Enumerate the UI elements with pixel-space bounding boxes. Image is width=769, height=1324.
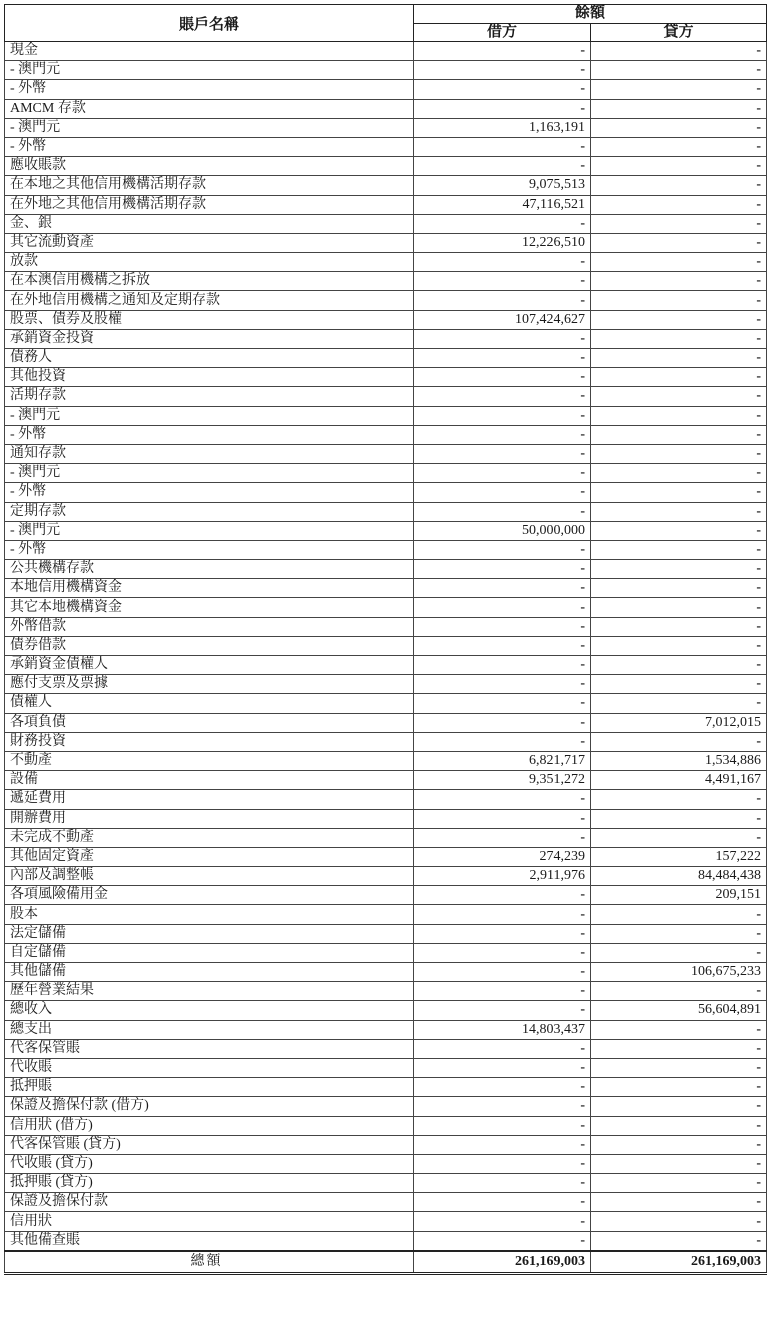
credit-cell: -: [591, 425, 767, 444]
account-name-cell: 其它本地機構資金: [5, 598, 414, 617]
debit-cell: -: [414, 1001, 591, 1020]
credit-cell: -: [591, 253, 767, 272]
table-row: [5, 1174, 767, 1193]
debit-cell: -: [414, 579, 591, 598]
debit-cell: -: [414, 425, 591, 444]
credit-cell: 1,534,886: [591, 751, 767, 770]
credit-cell: -: [591, 406, 767, 425]
account-name-cell: 未完成不動產: [5, 828, 414, 847]
account-name-cell: 應付支票及票據: [5, 675, 414, 694]
account-name-cell: 法定儲備: [5, 924, 414, 943]
credit-cell: -: [591, 118, 767, 137]
credit-cell: -: [591, 61, 767, 80]
account-name-cell: 在外地之其他信用機構活期存款: [5, 195, 414, 214]
table-row: [5, 1078, 767, 1097]
credit-cell: -: [591, 943, 767, 962]
debit-cell: -: [414, 694, 591, 713]
debit-cell: -: [414, 943, 591, 962]
debit-cell: -: [414, 924, 591, 943]
account-name-cell: - 外幣: [5, 483, 414, 502]
table-row: [5, 579, 767, 598]
account-name-cell: 現金: [5, 42, 414, 61]
table-row: [5, 349, 767, 368]
table-row: [5, 1135, 767, 1154]
account-name-cell: 保證及擔保付款: [5, 1193, 414, 1212]
account-name-cell: 債券借款: [5, 636, 414, 655]
credit-cell: 7,012,015: [591, 713, 767, 732]
account-name-cell: 在本地之其他信用機構活期存款: [5, 176, 414, 195]
debit-cell: 1,163,191: [414, 118, 591, 137]
table-row: [5, 368, 767, 387]
debit-cell: -: [414, 886, 591, 905]
table-row: [5, 886, 767, 905]
debit-cell: -: [414, 732, 591, 751]
debit-cell: -: [414, 61, 591, 80]
credit-cell: -: [591, 1212, 767, 1231]
account-name-cell: - 澳門元: [5, 464, 414, 483]
debit-cell: -: [414, 617, 591, 636]
debit-cell: -: [414, 598, 591, 617]
account-name-cell: 抵押賬: [5, 1078, 414, 1097]
table-row: [5, 809, 767, 828]
credit-cell: -: [591, 272, 767, 291]
table-row: [5, 195, 767, 214]
total-label: 總額: [5, 1251, 414, 1274]
table-row: [5, 502, 767, 521]
debit-cell: 47,116,521: [414, 195, 591, 214]
account-name-cell: 公共機構存款: [5, 560, 414, 579]
debit-cell: -: [414, 982, 591, 1001]
account-name-cell: 債務人: [5, 349, 414, 368]
debit-cell: -: [414, 1116, 591, 1135]
account-name-cell: 金、銀: [5, 214, 414, 233]
table-row: [5, 540, 767, 559]
debit-cell: -: [414, 828, 591, 847]
table-row: [5, 828, 767, 847]
header-debit: 借方: [414, 23, 591, 42]
debit-cell: -: [414, 963, 591, 982]
credit-cell: -: [591, 42, 767, 61]
header-credit: 貸方: [591, 23, 767, 42]
table-row: [5, 118, 767, 137]
credit-cell: -: [591, 1154, 767, 1173]
credit-cell: -: [591, 291, 767, 310]
table-row: [5, 1193, 767, 1212]
table-body: [5, 42, 767, 1251]
table-row: [5, 483, 767, 502]
debit-cell: 14,803,437: [414, 1020, 591, 1039]
account-name-cell: 定期存款: [5, 502, 414, 521]
account-name-cell: 遞延費用: [5, 790, 414, 809]
credit-cell: -: [591, 1174, 767, 1193]
credit-cell: -: [591, 464, 767, 483]
credit-cell: -: [591, 924, 767, 943]
table-row: [5, 905, 767, 924]
account-name-cell: - 澳門元: [5, 61, 414, 80]
credit-cell: -: [591, 368, 767, 387]
table-row: [5, 42, 767, 61]
debit-cell: 107,424,627: [414, 310, 591, 329]
debit-cell: -: [414, 1039, 591, 1058]
credit-cell: -: [591, 636, 767, 655]
debit-cell: -: [414, 1174, 591, 1193]
account-name-cell: 承銷資金債權人: [5, 656, 414, 675]
account-name-cell: 放款: [5, 253, 414, 272]
debit-cell: -: [414, 291, 591, 310]
debit-cell: -: [414, 1078, 591, 1097]
table-row: [5, 1116, 767, 1135]
table-footer: [5, 1251, 767, 1274]
table-row: [5, 713, 767, 732]
account-name-cell: 保證及擔保付款 (借方): [5, 1097, 414, 1116]
table-row: [5, 1231, 767, 1251]
table-row: [5, 790, 767, 809]
debit-cell: -: [414, 1135, 591, 1154]
account-name-cell: 代客保管賬: [5, 1039, 414, 1058]
account-name-cell: 抵押賬 (貸方): [5, 1174, 414, 1193]
account-name-cell: 各項風險備用金: [5, 886, 414, 905]
table-row: [5, 1001, 767, 1020]
account-name-cell: 其他備查賬: [5, 1231, 414, 1251]
table-row: [5, 924, 767, 943]
debit-cell: -: [414, 387, 591, 406]
debit-cell: -: [414, 1212, 591, 1231]
debit-cell: -: [414, 368, 591, 387]
table-row: [5, 1039, 767, 1058]
header-balance: 餘額: [414, 5, 767, 24]
credit-cell: -: [591, 1058, 767, 1077]
table-row: [5, 272, 767, 291]
table-row: [5, 233, 767, 252]
debit-cell: 12,226,510: [414, 233, 591, 252]
credit-cell: -: [591, 329, 767, 348]
account-name-cell: - 外幣: [5, 540, 414, 559]
account-name-cell: 財務投資: [5, 732, 414, 751]
account-name-cell: 各項負債: [5, 713, 414, 732]
credit-cell: -: [591, 80, 767, 99]
account-name-cell: 設備: [5, 771, 414, 790]
account-name-cell: 信用狀: [5, 1212, 414, 1231]
credit-cell: -: [591, 790, 767, 809]
credit-cell: -: [591, 233, 767, 252]
account-name-cell: 應收賬款: [5, 157, 414, 176]
debit-cell: -: [414, 42, 591, 61]
debit-cell: -: [414, 540, 591, 559]
credit-cell: -: [591, 560, 767, 579]
credit-cell: -: [591, 982, 767, 1001]
credit-cell: -: [591, 157, 767, 176]
credit-cell: 84,484,438: [591, 867, 767, 886]
account-name-cell: 自定儲備: [5, 943, 414, 962]
total-row: [5, 1251, 767, 1274]
debit-cell: 9,075,513: [414, 176, 591, 195]
credit-cell: -: [591, 694, 767, 713]
table-row: [5, 675, 767, 694]
table-row: [5, 1020, 767, 1039]
account-name-cell: - 澳門元: [5, 118, 414, 137]
table-row: [5, 751, 767, 770]
debit-cell: -: [414, 1097, 591, 1116]
debit-cell: -: [414, 137, 591, 156]
debit-cell: -: [414, 656, 591, 675]
credit-cell: 157,222: [591, 847, 767, 866]
credit-cell: -: [591, 905, 767, 924]
credit-cell: -: [591, 521, 767, 540]
total-debit: 261,169,003: [414, 1251, 591, 1274]
table-row: [5, 1058, 767, 1077]
credit-cell: -: [591, 137, 767, 156]
trial-balance-table: [4, 4, 767, 1275]
table-row: [5, 99, 767, 118]
table-row: [5, 617, 767, 636]
account-name-cell: 總支出: [5, 1020, 414, 1039]
debit-cell: 9,351,272: [414, 771, 591, 790]
debit-cell: -: [414, 349, 591, 368]
account-name-cell: 代收賬 (貸方): [5, 1154, 414, 1173]
account-name-cell: - 澳門元: [5, 406, 414, 425]
trial-balance-sheet: [4, 4, 766, 1275]
account-name-cell: AMCM 存款: [5, 99, 414, 118]
table-row: [5, 80, 767, 99]
debit-cell: -: [414, 809, 591, 828]
credit-cell: -: [591, 483, 767, 502]
table-row: [5, 291, 767, 310]
credit-cell: -: [591, 598, 767, 617]
credit-cell: -: [591, 502, 767, 521]
table-row: [5, 406, 767, 425]
debit-cell: -: [414, 99, 591, 118]
credit-cell: -: [591, 1097, 767, 1116]
debit-cell: -: [414, 444, 591, 463]
account-name-cell: 活期存款: [5, 387, 414, 406]
credit-cell: -: [591, 579, 767, 598]
credit-cell: 106,675,233: [591, 963, 767, 982]
credit-cell: -: [591, 1020, 767, 1039]
table-row: [5, 943, 767, 962]
table-row: [5, 982, 767, 1001]
table-row: [5, 464, 767, 483]
account-name-cell: - 外幣: [5, 137, 414, 156]
account-name-cell: - 外幣: [5, 80, 414, 99]
credit-cell: -: [591, 176, 767, 195]
credit-cell: -: [591, 214, 767, 233]
table-row: [5, 1097, 767, 1116]
debit-cell: -: [414, 905, 591, 924]
table-row: [5, 425, 767, 444]
table-row: [5, 732, 767, 751]
account-name-cell: 在外地信用機構之通知及定期存款: [5, 291, 414, 310]
account-name-cell: - 澳門元: [5, 521, 414, 540]
table-header: [5, 5, 767, 42]
account-name-cell: 其他儲備: [5, 963, 414, 982]
debit-cell: -: [414, 502, 591, 521]
table-row: [5, 329, 767, 348]
credit-cell: -: [591, 675, 767, 694]
credit-cell: -: [591, 1078, 767, 1097]
table-row: [5, 214, 767, 233]
account-name-cell: 不動產: [5, 751, 414, 770]
debit-cell: 274,239: [414, 847, 591, 866]
table-row: [5, 560, 767, 579]
debit-cell: -: [414, 214, 591, 233]
debit-cell: -: [414, 406, 591, 425]
header-account-name: 賬戶名稱: [5, 5, 414, 42]
account-name-cell: 外幣借款: [5, 617, 414, 636]
debit-cell: 2,911,976: [414, 867, 591, 886]
account-name-cell: 通知存款: [5, 444, 414, 463]
account-name-cell: 本地信用機構資金: [5, 579, 414, 598]
table-row: [5, 1154, 767, 1173]
account-name-cell: - 外幣: [5, 425, 414, 444]
debit-cell: -: [414, 1193, 591, 1212]
table-row: [5, 847, 767, 866]
table-row: [5, 636, 767, 655]
credit-cell: 4,491,167: [591, 771, 767, 790]
table-row: [5, 598, 767, 617]
credit-cell: -: [591, 387, 767, 406]
debit-cell: -: [414, 1058, 591, 1077]
credit-cell: -: [591, 195, 767, 214]
debit-cell: -: [414, 1154, 591, 1173]
table-row: [5, 253, 767, 272]
credit-cell: -: [591, 444, 767, 463]
table-row: [5, 963, 767, 982]
table-row: [5, 61, 767, 80]
debit-cell: -: [414, 80, 591, 99]
table-row: [5, 867, 767, 886]
table-row: [5, 521, 767, 540]
account-name-cell: 開辦費用: [5, 809, 414, 828]
table-row: [5, 771, 767, 790]
table-row: [5, 656, 767, 675]
account-name-cell: 代收賬: [5, 1058, 414, 1077]
credit-cell: -: [591, 617, 767, 636]
table-row: [5, 157, 767, 176]
table-row: [5, 137, 767, 156]
table-row: [5, 387, 767, 406]
account-name-cell: 股本: [5, 905, 414, 924]
debit-cell: -: [414, 272, 591, 291]
debit-cell: -: [414, 713, 591, 732]
debit-cell: -: [414, 636, 591, 655]
credit-cell: -: [591, 349, 767, 368]
credit-cell: 209,151: [591, 886, 767, 905]
account-name-cell: 股票、債券及股權: [5, 310, 414, 329]
debit-cell: 6,821,717: [414, 751, 591, 770]
account-name-cell: 在本澳信用機構之拆放: [5, 272, 414, 291]
account-name-cell: 其他投資: [5, 368, 414, 387]
credit-cell: -: [591, 1231, 767, 1251]
credit-cell: -: [591, 656, 767, 675]
debit-cell: -: [414, 329, 591, 348]
debit-cell: -: [414, 157, 591, 176]
account-name-cell: 信用狀 (借方): [5, 1116, 414, 1135]
credit-cell: -: [591, 540, 767, 559]
credit-cell: -: [591, 732, 767, 751]
credit-cell: -: [591, 1135, 767, 1154]
account-name-cell: 內部及調整帳: [5, 867, 414, 886]
account-name-cell: 總收入: [5, 1001, 414, 1020]
credit-cell: -: [591, 1116, 767, 1135]
debit-cell: -: [414, 790, 591, 809]
table-row: [5, 444, 767, 463]
table-row: [5, 310, 767, 329]
account-name-cell: 其它流動資產: [5, 233, 414, 252]
table-row: [5, 694, 767, 713]
credit-cell: -: [591, 809, 767, 828]
account-name-cell: 其他固定資產: [5, 847, 414, 866]
account-name-cell: 代客保管賬 (貸方): [5, 1135, 414, 1154]
credit-cell: -: [591, 828, 767, 847]
table-row: [5, 176, 767, 195]
credit-cell: 56,604,891: [591, 1001, 767, 1020]
credit-cell: -: [591, 1193, 767, 1212]
debit-cell: 50,000,000: [414, 521, 591, 540]
table-row: [5, 1212, 767, 1231]
debit-cell: -: [414, 464, 591, 483]
credit-cell: -: [591, 99, 767, 118]
account-name-cell: 承銷資金投資: [5, 329, 414, 348]
debit-cell: -: [414, 675, 591, 694]
credit-cell: -: [591, 310, 767, 329]
debit-cell: -: [414, 483, 591, 502]
account-name-cell: 債權人: [5, 694, 414, 713]
account-name-cell: 歷年營業結果: [5, 982, 414, 1001]
total-credit: 261,169,003: [591, 1251, 767, 1274]
debit-cell: -: [414, 1231, 591, 1251]
credit-cell: -: [591, 1039, 767, 1058]
debit-cell: -: [414, 560, 591, 579]
debit-cell: -: [414, 253, 591, 272]
